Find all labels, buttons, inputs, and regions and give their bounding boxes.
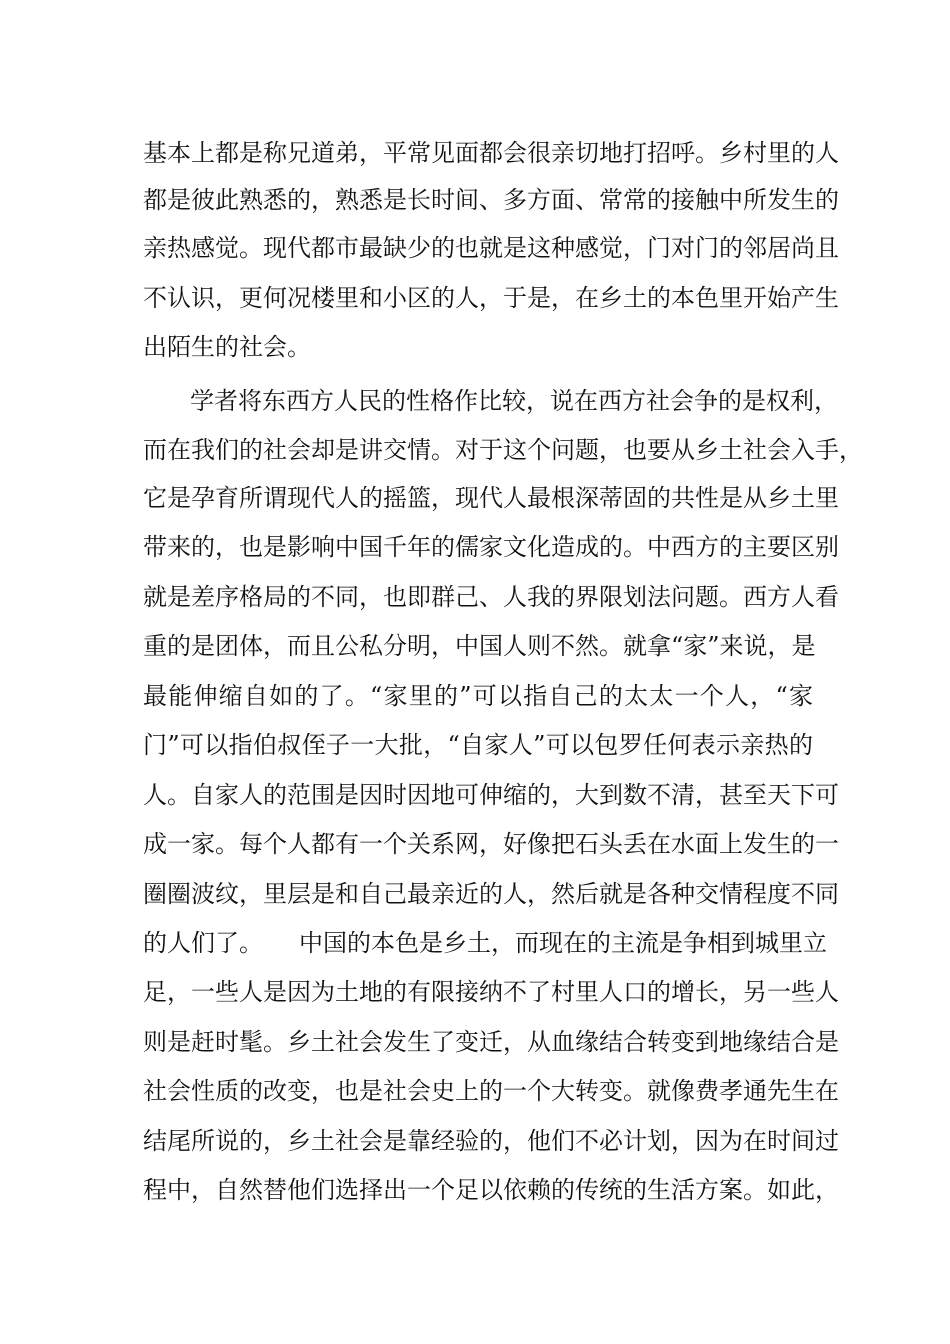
text-line-16: 圈圈波纹，里层是和自己最亲近的人，然后就是各种交情程度不同 (143, 880, 839, 908)
text-line-4: 不认识，更何况楼里和小区的人，于是，在乡土的本色里开始产生 (143, 284, 839, 312)
text-line-2: 都是彼此熟悉的，熟悉是长时间、多方面、常常的接触中所发生的 (143, 186, 839, 214)
text-line-15: 成一家。每个人都有一个关系网，好像把石头丢在水面上发生的一 (143, 830, 839, 858)
text-line-14: 人。自家人的范围是因时因地可伸缩的，大到数不清，甚至天下可 (143, 781, 839, 809)
text-line-19: 则是赶时髦。乡土社会发生了变迁，从血缘结合转变到地缘结合是 (143, 1028, 839, 1056)
text-line-5: 出陌生的社会。 (143, 333, 311, 361)
text-line-20: 社会性质的改变，也是社会史上的一个大转变。就像费孝通先生在 (143, 1077, 839, 1105)
text-line-3: 亲热感觉。现代都市最缺少的也就是这种感觉，门对门的邻居尚且 (143, 234, 839, 262)
text-line-13: 门”可以指伯叔侄子一大批，“自家人”可以包罗任何表示亲热的 (143, 731, 813, 759)
text-line-18: 足，一些人是因为土地的有限接纳不了村里人口的增长，另一些人 (143, 978, 839, 1006)
text-line-7: 而在我们的社会却是讲交情。对于这个问题，也要从乡土社会入手， (143, 436, 863, 464)
text-line-11: 重的是团体，而且公私分明，中国人则不然。就拿“家”来说，是 (143, 632, 816, 660)
text-line-17: 的人们了。 中国的本色是乡土，而现在的主流是争相到城里立 (143, 929, 827, 957)
text-line-6: 学者将东西方人民的性格作比较，说在西方社会争的是权利， (190, 387, 838, 415)
text-line-10: 就是差序格局的不同，也即群己、人我的界限划法问题。西方人看 (143, 583, 839, 611)
text-line-9: 带来的，也是影响中国千年的儒家文化造成的。中西方的主要区别 (143, 533, 839, 561)
text-line-21: 结尾所说的，乡土社会是靠经验的，他们不必计划，因为在时间过 (143, 1127, 839, 1155)
text-line-1: 基本上都是称兄道弟，平常见面都会很亲切地打招呼。乡村里的人 (143, 139, 839, 167)
text-line-8: 它是孕育所谓现代人的摇篮，现代人最根深蒂固的共性是从乡土里 (143, 484, 839, 512)
text-line-22: 程中，自然替他们选择出一个足以依赖的传统的生活方案。如此， (143, 1176, 839, 1204)
text-line-12: 最能伸缩自如的了。“家里的”可以指自己的太太一个人，“家 (143, 682, 813, 710)
